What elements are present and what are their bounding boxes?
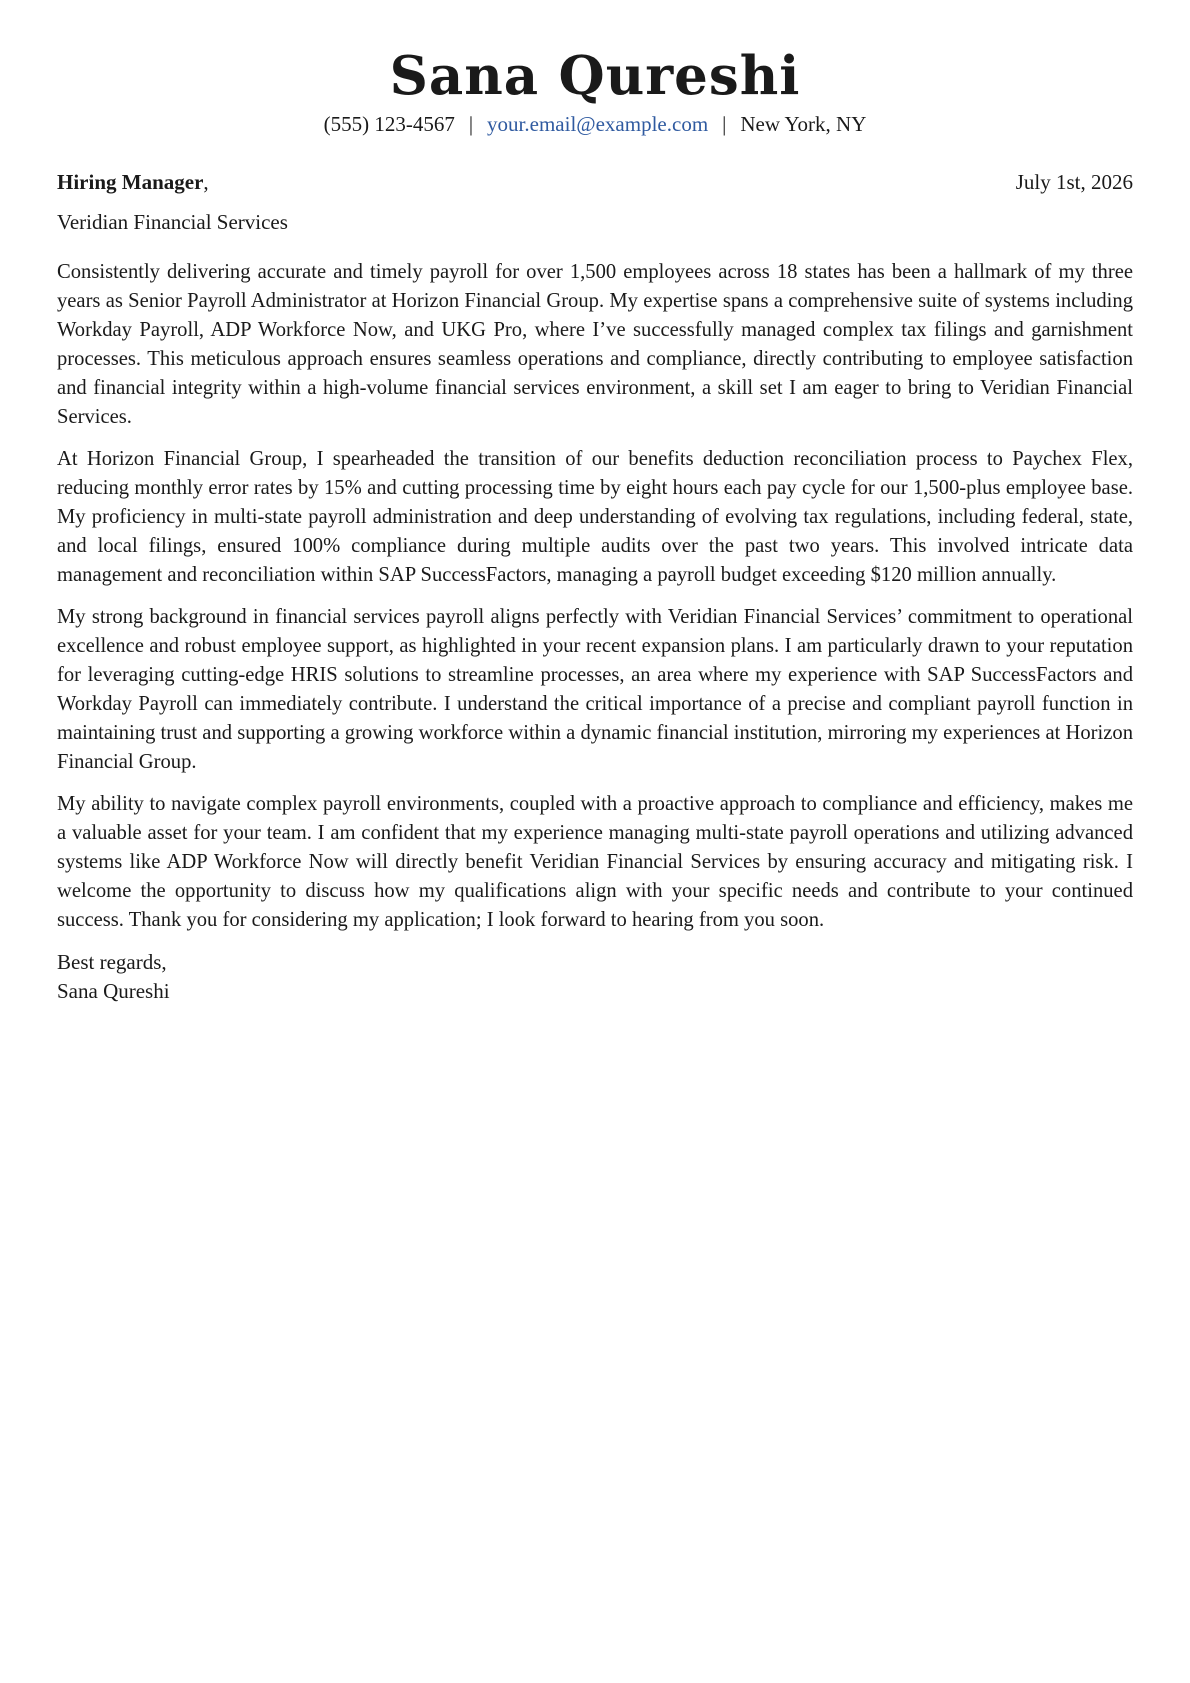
phone-number: (555) 123-4567 (323, 112, 455, 136)
recipient-name: Hiring Manager (57, 170, 204, 194)
recipient (57, 168, 209, 196)
letter-body (57, 258, 1133, 935)
recipient-company: Veridian Financial Services (57, 210, 288, 234)
recipient-row (57, 168, 1133, 196)
body-paragraph: My strong background in financial services payroll aligns perfectly with Veridian Financial Services’ commitment to operational excellence and robust employee support, as highlighted in your recent expansion plans. I am particularly drawn to your reputation for leveraging cutting-edge HRIS solutions to streamline processes, an area where my experience with SAP SuccessFactors and Workday Payroll can immediately contribute. I understand the critical importance of a precise and compliant payroll function in maintaining trust and supporting a growing workforce within a dynamic financial institution, mirroring my experiences at Horizon Financial Group. (57, 606, 1133, 773)
letter-date: July 1st, 2026 (1015, 170, 1133, 194)
body-paragraph: My ability to navigate complex payroll environments, coupled with a proactive approach to compliance and efficiency, makes me a valuable asset for your team. I am confident that my experience managing multi-state payroll operations and utilizing advanced systems like ADP Workforce Now will directly benefit Veridian Financial Services by ensuring accuracy and mitigating risk. I welcome the opportunity to discuss how my qualifications align with your specific needs and contribute to your continued success. Thank you for considering my application; I look forward to hearing from you soon. (57, 793, 1133, 931)
letter-closing (57, 948, 1133, 1006)
email-link[interactable]: your.email@example.com (487, 112, 709, 136)
applicant-name: Sana Qureshi (389, 45, 801, 107)
contact-separator: | (468, 112, 474, 136)
body-paragraph: At Horizon Financial Group, I spearheaded the transition of our benefits deduction reconciliation process to Paychex Flex, reducing monthly error rates by 15% and cutting processing time by eight hours each pay cycle for our 1,500-plus employee base. My proficiency in multi-state payroll administration and deep understanding of evolving tax regulations, including federal, state, and local filings, ensured 100% compliance during multiple audits over the past two years. This involved intricate data management and reconciliation within SAP SuccessFactors, managing a payroll budget exceeding $120 million annually. (57, 448, 1133, 586)
location: New York, NY (740, 112, 867, 136)
contact-separator: | (722, 112, 727, 136)
contact-line (57, 110, 1133, 138)
body-paragraph: Consistently delivering accurate and timely payroll for over 1,500 employees across 18 states has been a hallmark of my three years as Senior Payroll Administrator at Horizon Financial Group. My expertise spans a comprehensive suite of systems including Workday Payroll, ADP Workforce Now, and UKG Pro, where I’ve successfully managed complex tax filings and garnishment processes. This meticulous approach ensures seamless operations and compliance, directly contributing to employee satisfaction and financial integrity within a high-volume financial services environment, a skill set I am eager to bring to Veridian Financial Services. (57, 261, 1133, 428)
closing-salutation: Best regards, (57, 950, 167, 974)
recipient-comma: , (203, 170, 209, 194)
letter-header (57, 0, 1133, 138)
closing-signature: Sana Qureshi (57, 979, 170, 1003)
